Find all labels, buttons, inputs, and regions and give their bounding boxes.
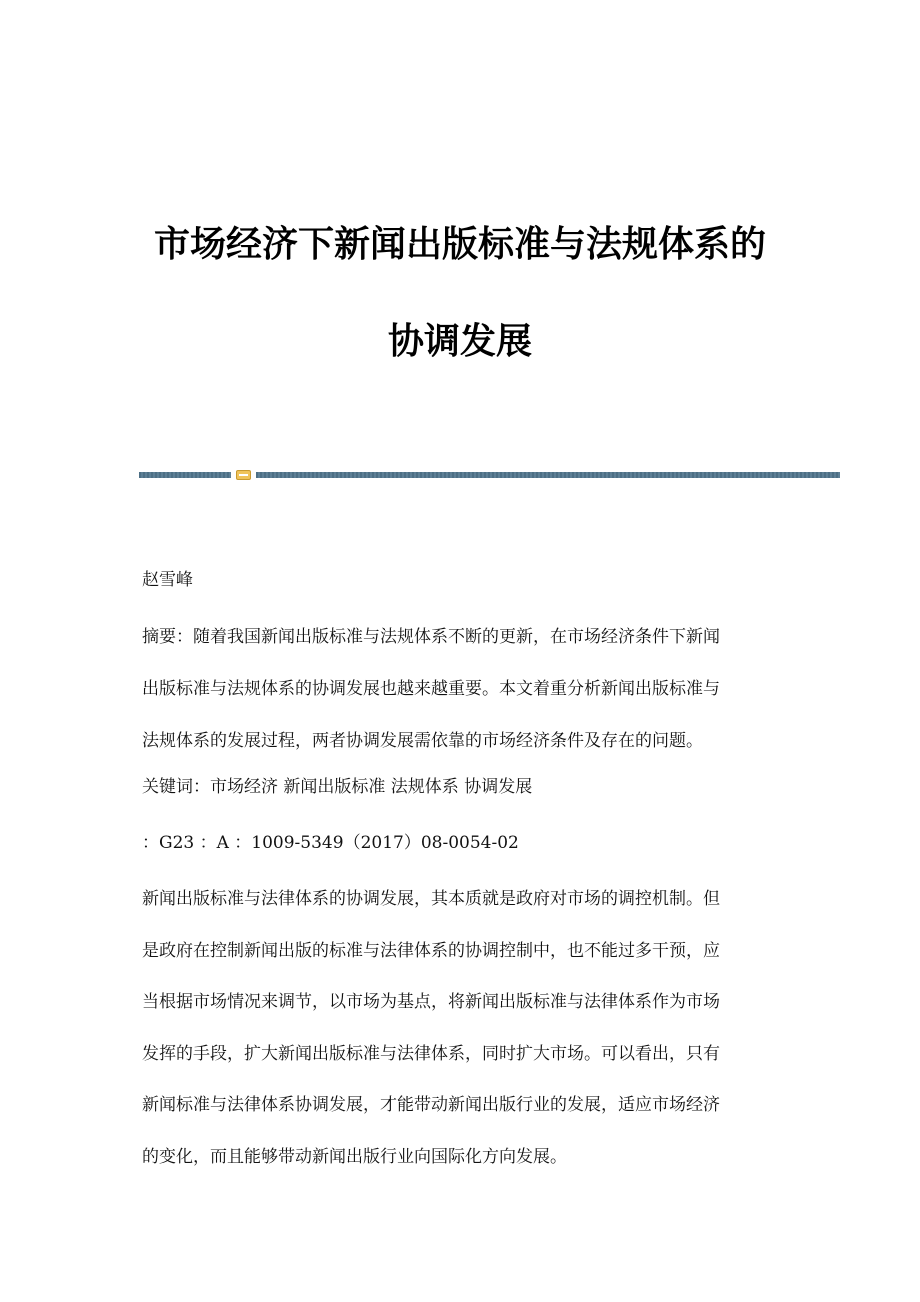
- document-title-line-1: 市场经济下新闻出版标准与法规体系的: [153, 224, 766, 265]
- divider-bar-left: [139, 472, 231, 478]
- body-line: 新闻标准与法律体系协调发展，才能带动新闻出版行业的发展，适应市场经济: [142, 1095, 720, 1115]
- body-line: 新闻出版标准与法律体系的协调发展，其本质就是政府对市场的调控机制。但: [142, 889, 720, 909]
- body-paragraph: [142, 886, 782, 1195]
- body-line: 的变化，而且能够带动新闻出版行业向国际化方向发展。: [142, 1146, 567, 1167]
- keywords: 关键词：市场经济 新闻出版标准 法规体系 协调发展: [142, 777, 533, 797]
- abstract-line: 法规体系的发展过程，两者协调发展需依靠的市场经济条件及存在的问题。: [142, 731, 703, 751]
- abstract: [142, 624, 782, 780]
- title-divider: [139, 470, 840, 480]
- body-line: 当根据市场情况来调节，以市场为基点，将新闻出版标准与法律体系作为市场: [142, 992, 720, 1012]
- classification-codes: ：G23 ：A ：1009-5349（2017）08-0054-02: [142, 833, 519, 853]
- document-title-line-2: 协调发展: [387, 321, 532, 362]
- divider-bar-right: [256, 472, 840, 478]
- abstract-line: 出版标准与法规体系的协调发展也越来越重要。本文着重分析新闻出版标准与: [142, 679, 720, 699]
- author-name: 赵雪峰: [142, 570, 193, 590]
- divider-ornament-icon: [236, 470, 251, 480]
- body-line: 发挥的手段，扩大新闻出版标准与法律体系，同时扩大市场。可以看出，只有: [142, 1043, 720, 1064]
- body-line: 是政府在控制新闻出版的标准与法律体系的协调控制中，也不能过多干预，应: [142, 940, 720, 961]
- abstract-line: 摘要：随着我国新闻出版标准与法规体系不断的更新，在市场经济条件下新闻: [142, 627, 720, 647]
